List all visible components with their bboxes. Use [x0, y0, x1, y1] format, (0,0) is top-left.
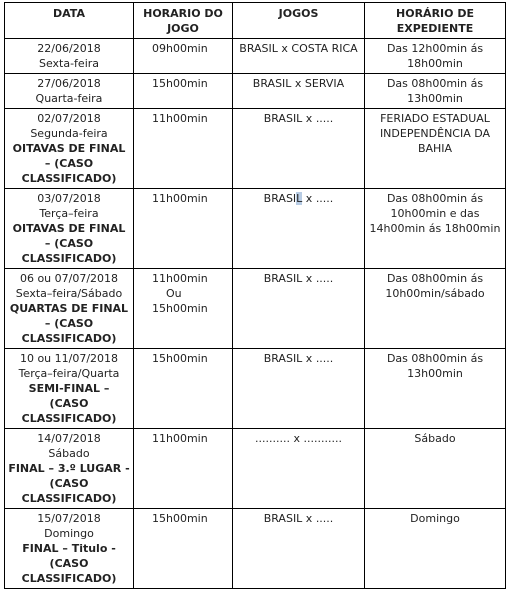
game-cell — [233, 269, 365, 349]
game-cell — [233, 509, 365, 589]
table-row — [5, 509, 506, 589]
date-text: 27/06/2018 — [37, 77, 101, 90]
weekday-text: Terça–feira — [39, 207, 99, 220]
date-cell — [5, 429, 134, 509]
hours-text: Das 12h00min ás 18h00min — [386, 42, 484, 70]
time-text: 11h00min — [152, 272, 208, 285]
game-cell — [233, 349, 365, 429]
time-cell — [134, 109, 233, 189]
weekday-text: Sábado — [48, 447, 90, 460]
hours-cell — [365, 429, 506, 509]
date-cell — [5, 509, 134, 589]
time-cell — [134, 429, 233, 509]
header-data: DATA — [5, 3, 134, 39]
date-text: 02/07/2018 — [37, 112, 101, 125]
date-text: 03/07/2018 — [37, 192, 101, 205]
time-text: 11h00min — [152, 432, 208, 445]
stage-text: OITAVAS DE FINAL – (CASO CLASSIFICADO) — [12, 222, 126, 265]
hours-text: Sábado — [414, 432, 456, 445]
stage-text: QUARTAS DE FINAL – (CASO CLASSIFICADO) — [9, 302, 129, 345]
game-text: BRASIL x COSTA RICA — [239, 42, 358, 55]
weekday-text: Quarta-feira — [35, 92, 103, 105]
time-alt-text: 15h00min — [152, 302, 208, 315]
header-horario-expediente: HORÁRIO DE EXPEDIENTE — [365, 3, 506, 39]
table-row — [5, 189, 506, 269]
game-text: BRASIL x ..... — [263, 272, 334, 285]
schedule-table — [4, 2, 506, 589]
time-text: 15h00min — [152, 77, 208, 90]
time-cell — [134, 74, 233, 109]
date-text: 22/06/2018 — [37, 42, 101, 55]
hours-text: Das 08h00min ás 13h00min — [386, 352, 484, 380]
time-cell — [134, 509, 233, 589]
game-text: BRASIL x SERVIA — [252, 77, 345, 90]
time-cell — [134, 39, 233, 74]
date-cell — [5, 74, 134, 109]
time-text: 15h00min — [152, 512, 208, 525]
weekday-text: Terça–feira/Quarta — [18, 367, 120, 380]
date-text: 10 ou 11/07/2018 — [19, 352, 119, 365]
game-text: BRASIL x ..... — [263, 352, 334, 365]
game-cell — [233, 39, 365, 74]
time-text: 09h00min — [152, 42, 208, 55]
game-text: .......... x ........... — [255, 432, 342, 445]
game-text-before: BRASI — [263, 192, 297, 205]
game-cell — [233, 74, 365, 109]
date-cell — [5, 349, 134, 429]
hours-cell — [365, 349, 506, 429]
stage-text: OITAVAS DE FINAL – (CASO CLASSIFICADO) — [12, 142, 126, 185]
weekday-text: Sexta-feira — [38, 57, 100, 70]
game-text: BRASIL x ..... — [263, 112, 334, 125]
date-cell — [5, 269, 134, 349]
hours-cell — [365, 189, 506, 269]
hours-text: Das 08h00min ás 10h00min/sábado — [385, 272, 485, 300]
table-row — [5, 74, 506, 109]
date-cell — [5, 189, 134, 269]
date-text: 14/07/2018 — [37, 432, 101, 445]
game-text: BRASIL x ..... — [263, 512, 334, 525]
game-cell — [233, 189, 365, 269]
game-cell — [233, 429, 365, 509]
hours-text: Domingo — [410, 512, 460, 525]
hours-cell — [365, 509, 506, 589]
hours-text: Das 08h00min ás 13h00min — [386, 77, 484, 105]
date-text: 06 ou 07/07/2018 — [19, 272, 119, 285]
hours-cell — [365, 269, 506, 349]
time-text: 15h00min — [152, 352, 208, 365]
time-text: 11h00min — [152, 112, 208, 125]
date-cell — [5, 109, 134, 189]
table-row — [5, 39, 506, 74]
header-horario-jogo: HORARIO DO JOGO — [134, 3, 233, 39]
time-cell — [134, 189, 233, 269]
hours-cell — [365, 109, 506, 189]
table-row — [5, 429, 506, 509]
time-or-text: Ou — [166, 287, 182, 300]
game-cell — [233, 109, 365, 189]
weekday-text: Sexta–feira/Sábado — [15, 287, 123, 300]
time-cell — [134, 269, 233, 349]
table-row — [5, 269, 506, 349]
hours-text: FERIADO ESTADUAL INDEPENDÊNCIA DA BAHIA — [379, 112, 491, 155]
hours-text: Das 08h00min ás 10h00min e das 14h00min ás 18h00min — [369, 192, 501, 235]
stage-text: FINAL – Titulo - (CASO CLASSIFICADO) — [21, 542, 117, 585]
table-row — [5, 349, 506, 429]
stage-text: SEMI-FINAL – (CASO CLASSIFICADO) — [21, 382, 117, 425]
text-selection-highlight: L — [296, 192, 303, 205]
time-text: 11h00min — [152, 192, 208, 205]
game-text-after: x ..... — [302, 192, 334, 205]
time-cell — [134, 349, 233, 429]
hours-cell — [365, 39, 506, 74]
table-row — [5, 109, 506, 189]
weekday-text: Domingo — [44, 527, 94, 540]
hours-cell — [365, 74, 506, 109]
date-text: 15/07/2018 — [37, 512, 101, 525]
date-cell — [5, 39, 134, 74]
header-row — [5, 3, 506, 39]
header-jogos: JOGOS — [233, 3, 365, 39]
stage-text: FINAL – 3.º LUGAR - (CASO CLASSIFICADO) — [8, 462, 130, 505]
weekday-text: Segunda-feira — [30, 127, 108, 140]
